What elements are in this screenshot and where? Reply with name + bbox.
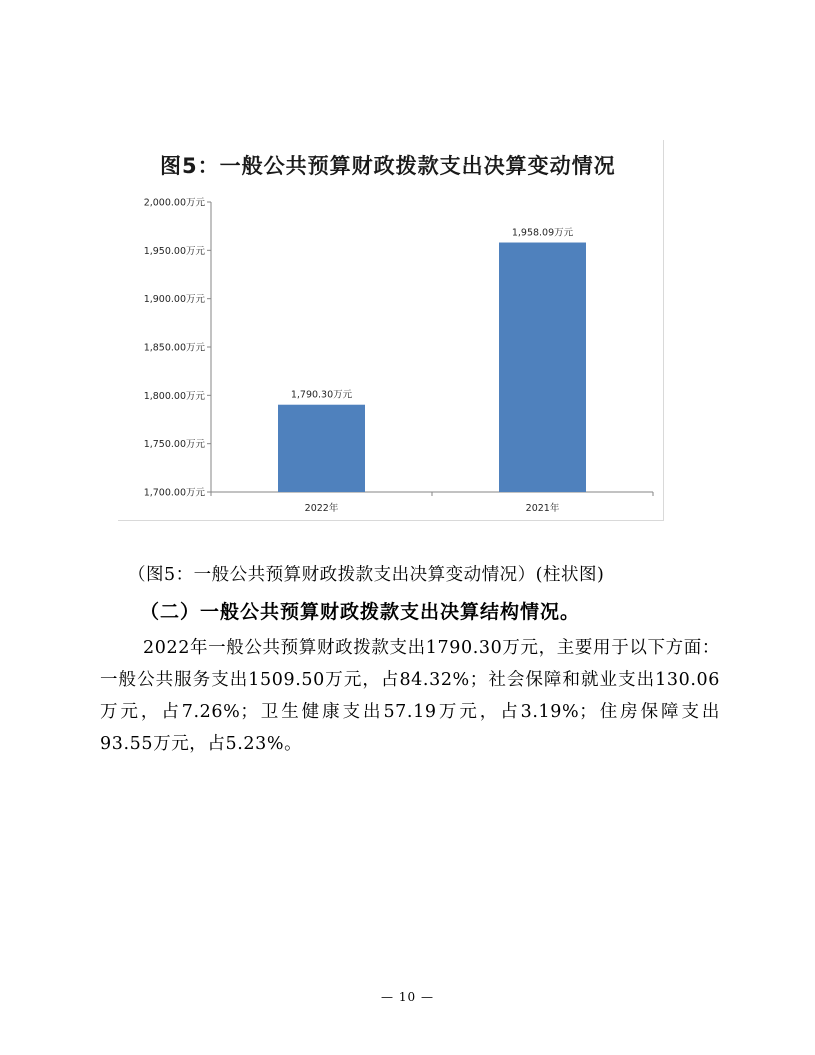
data-label: 1,790.30万元 (290, 389, 353, 401)
figure-caption: （图5：一般公共预算财政拨款支出决算变动情况）(柱状图) (128, 565, 605, 585)
y-tick-label: 1,800.00万元 (143, 390, 205, 402)
y-tick-label: 1,700.00万元 (143, 487, 205, 499)
section-heading: （二）一般公共预算财政拨款支出决算结构情况。 (140, 601, 581, 623)
y-tick-label: 1,750.00万元 (143, 439, 205, 451)
y-tick-label: 2,000.00万元 (143, 197, 205, 209)
page-number: — 10 — (381, 990, 434, 1004)
data-label: 1,958.09万元 (511, 227, 574, 239)
y-tick-label: 1,900.00万元 (143, 294, 205, 306)
bars (211, 228, 653, 514)
y-tick-label: 1,950.00万元 (143, 245, 205, 257)
y-axis-ticks (144, 198, 211, 499)
bar-0 (278, 405, 365, 492)
y-tick-label: 1,850.00万元 (143, 342, 205, 354)
body-paragraph: 2022年一般公共预算财政拨款支出1790.30万元，主要用于以下方面：一般公共服务支出1509.50万元，占84.32%；社会保障和就业支出130.06万元，占7.26%；卫生健康支出57.19万元，占3.19%；住房保障支出93.55万元，占5.23%。 (100, 638, 720, 754)
x-tick-label: 2022年 (304, 503, 339, 514)
x-tick-label: 2021年 (525, 503, 560, 514)
chart-title: 图5：一般公共预算财政拨款支出决算变动情况 (160, 154, 616, 178)
bar-1 (499, 243, 586, 492)
bar-chart (118, 185, 663, 525)
